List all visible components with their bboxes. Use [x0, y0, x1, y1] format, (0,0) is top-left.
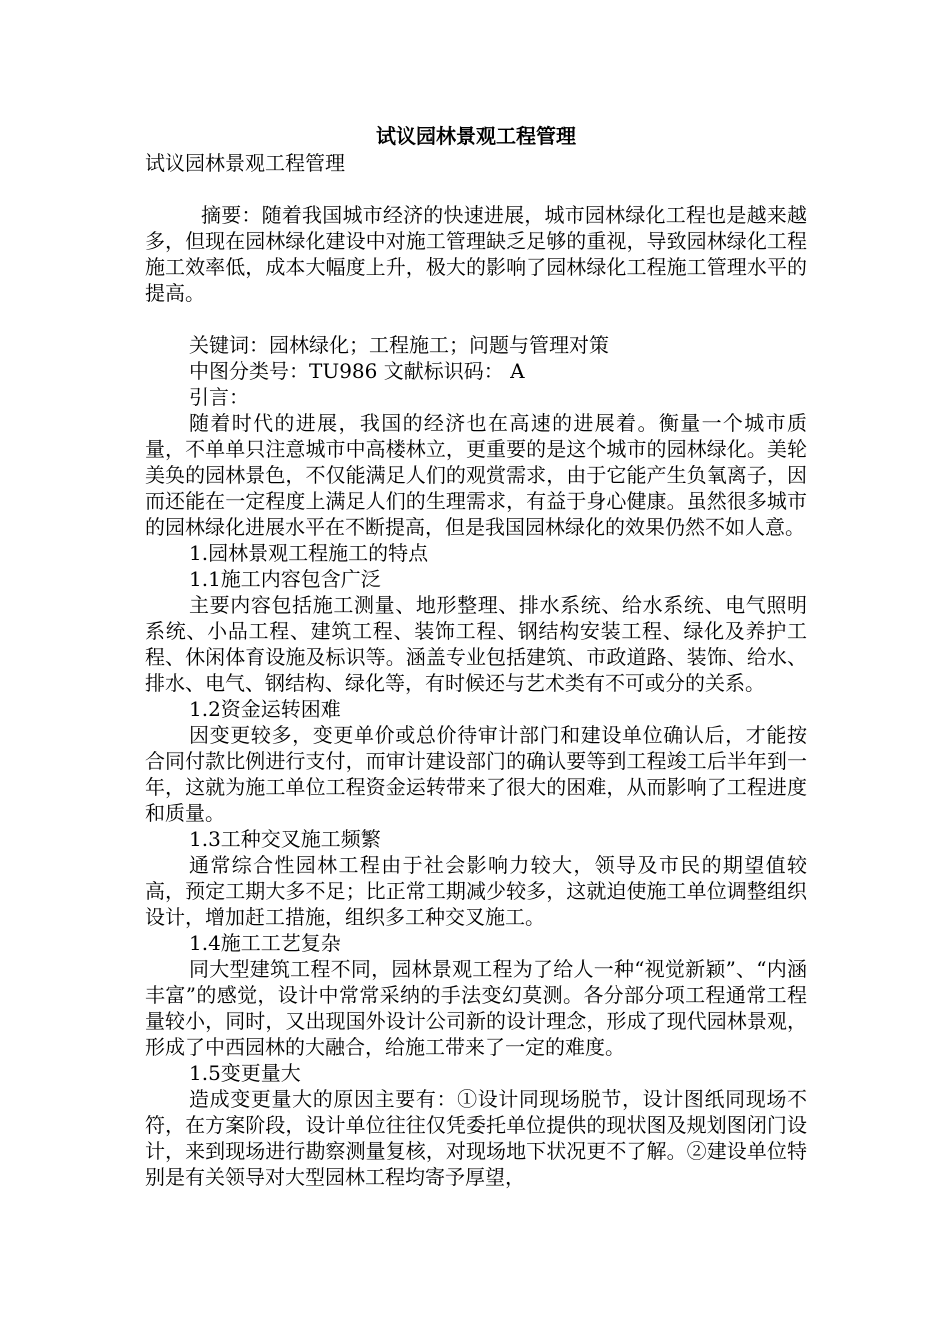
section-1-5-heading: 1.5变更量大 — [189, 1061, 301, 1085]
intro-heading: 引言： — [189, 385, 249, 409]
section-1-5-paragraph: 造成变更量大的原因主要有：①设计同现场脱节，设计图纸同现场不符，在方案阶段，设计单位往往仅凭委托单位提供的现状图及规划图闭门设计，来到现场进行勘察测量复核，对现场地下状况更不了解。②建设单位特别是有关领导对大型园林工程均寄予厚望， — [145, 1087, 807, 1189]
intro-paragraph: 随着时代的进展，我国的经济也在高速的进展着。衡量一个城市质量，不单单只注意城市中高楼林立，更重要的是这个城市的园林绿化。美轮美奂的园林景色，不仅能满足人们的观赏需求，由于它能产生负氧离子，因而还能在一定程度上满足人们的生理需求，有益于身心健康。虽然很多城市的园林绿化进展水平在不断提高，但是我国园林绿化的效果仍然不如人意。 — [145, 411, 807, 539]
section-1-heading: 1.园林景观工程施工的特点 — [189, 541, 429, 565]
section-1-2-heading: 1.2资金运转困难 — [189, 697, 341, 721]
section-1-2-paragraph: 因变更较多，变更单价或总价待审计部门和建设单位确认后，才能按合同付款比例进行支付，而审计建设部门的确认要等到工程竣工后半年到一年，这就为施工单位工程资金运转带来了很大的困难，从而影响了工程进度和质量。 — [145, 723, 807, 825]
abstract-paragraph: 摘要：随着我国城市经济的快速进展，城市园林绿化工程也是越来越多，但现在园林绿化建设中对施工管理缺乏足够的重视，导致园林绿化工程施工效率低，成本大幅度上升，极大的影响了园林绿化工程施工管理水平的提高。 — [145, 203, 807, 305]
blank-line — [145, 176, 807, 202]
section-1-3-heading: 1.3工种交叉施工频繁 — [189, 827, 381, 851]
document-title: 试议园林景观工程管理 — [376, 124, 576, 148]
document-page — [145, 122, 807, 1190]
section-1-4-paragraph: 同大型建筑工程不同，园林景观工程为了给人一种“视觉新颖”、“内涵丰富”的感觉，设计中常常采纳的手法变幻莫测。各分部分项工程通常工程量较小，同时，又出现国外设计公司新的设计理念，形成了现代园林景观，形成了中西园林的大融合，给施工带来了一定的难度。 — [145, 957, 807, 1059]
document-subtitle: 试议园林景观工程管理 — [145, 151, 345, 175]
section-1-1-paragraph: 主要内容包括施工测量、地形整理、排水系统、给水系统、电气照明系统、小品工程、建筑工程、装饰工程、钢结构安装工程、绿化及养护工程、休闲体育设施及标识等。涵盖专业包括建筑、市政道路、装饰、给水、排水、电气、钢结构、绿化等，有时候还与艺术类有不可或分的关系。 — [145, 593, 807, 695]
blank-line — [145, 306, 807, 332]
section-1-1-heading: 1.1施工内容包含广泛 — [189, 567, 381, 591]
classification-line: 中图分类号：TU986 文献标识码： A — [189, 359, 525, 383]
section-1-4-heading: 1.4施工工艺复杂 — [189, 931, 341, 955]
keywords-line: 关键词：园林绿化；工程施工；问题与管理对策 — [189, 333, 609, 357]
section-1-3-paragraph: 通常综合性园林工程由于社会影响力较大，领导及市民的期望值较高，预定工期大多不足；比正常工期减少较多，这就迫使施工单位调整组织设计，增加赶工措施，组织多工种交叉施工。 — [145, 853, 807, 929]
